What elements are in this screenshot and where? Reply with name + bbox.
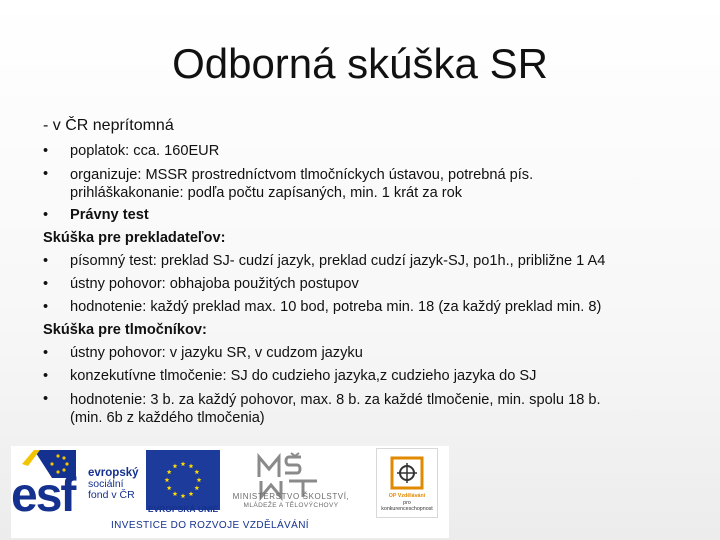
list-item-text: Právny test <box>70 207 149 223</box>
esf-line1: evropský <box>88 467 139 479</box>
list-item-text-line2: (min. 6b z každého tlmočenia) <box>70 410 265 426</box>
op-vzdelavani-icon <box>389 455 425 491</box>
list-item-text-line2: prihláškakonanie: podľa počtu zapísaných, min. 1 krát za rok <box>70 185 463 201</box>
list-item <box>43 204 693 227</box>
list-item <box>43 140 693 163</box>
slide-body <box>43 114 693 429</box>
list-item-text <box>70 163 533 204</box>
bullet-icon: • <box>43 368 49 384</box>
list-item <box>43 388 693 429</box>
list-item-text: konzekutívne tlmočenie: SJ do cudzieho jazyka,z cudzieho jazyka do SJ <box>70 368 537 384</box>
msmt-line1: MINISTERSTVO ŠKOLSTVÍ, <box>232 492 350 501</box>
list-item-text: ústny pohovor: obhajoba použitých postupov <box>70 276 359 292</box>
slide-title: Odborná skúška SR <box>172 40 548 87</box>
list-item <box>43 273 693 296</box>
list-item <box>43 342 693 365</box>
bullet-icon: • <box>43 391 49 407</box>
invest-slogan: INVESTICE DO ROZVOJE VZDĚLÁVÁNÍ <box>111 520 309 531</box>
op-line2: pro konkurenceschopnost <box>381 499 433 512</box>
esf-line3: fond v ČR <box>88 489 135 501</box>
op-line1: OP Vzdělávání <box>388 493 426 499</box>
funding-logos-banner <box>11 446 449 538</box>
eu-label: EVROPSKÁ UNIE <box>147 504 219 514</box>
bullet-icon: • <box>43 299 49 315</box>
list-item-text-line1: hodnotenie: 3 b. za každý pohovor, max. 8 b. za každé tlmočenie, min. spolu 18 b. <box>70 392 601 408</box>
esf-logo-text <box>88 468 139 501</box>
list-item-text: poplatok: cca. 160EUR <box>70 143 220 159</box>
list-item-text: hodnotenie: každý preklad max. 10 bod, potreba min. 18 (za každý preklad min. 8) <box>70 299 602 315</box>
eu-flag-icon <box>146 450 220 510</box>
bullet-icon: • <box>43 276 49 292</box>
section-heading-absent: - v ČR neprítomná <box>43 117 174 134</box>
bullet-icon: • <box>43 166 49 182</box>
list-item <box>43 250 693 273</box>
bullet-icon: • <box>43 207 49 223</box>
list-item-text <box>70 388 601 429</box>
op-logo-text <box>377 493 437 513</box>
list-item-text: ústny pohovor: v jazyku SR, v cudzom jazyku <box>70 345 363 361</box>
esf-line2: sociální <box>88 478 124 490</box>
list-item-text-line1: organizuje: MSSR prostredníctvom tlmočníckych ústavou, potrebná pís. <box>70 167 534 183</box>
msmt-line2: MLÁDEŽE A TĚLOVÝCHOVY <box>243 502 339 509</box>
bullet-icon: • <box>43 143 49 159</box>
list-item-text: písomný test: preklad SJ- cudzí jazyk, preklad cudzí jazyk-SJ, po1h., približne 1 A4 <box>70 253 606 269</box>
list-item <box>43 163 693 204</box>
esf-logo-letters: esf <box>11 469 75 522</box>
list-item <box>43 296 693 319</box>
bullet-icon: • <box>43 253 49 269</box>
section-heading-translators: Skúška pre prekladateľov: <box>43 230 226 246</box>
section-heading-interpreters: Skúška pre tlmočníkov: <box>43 322 207 338</box>
list-item <box>43 365 693 388</box>
bullet-icon: • <box>43 345 49 361</box>
op-logo-box <box>376 448 438 518</box>
